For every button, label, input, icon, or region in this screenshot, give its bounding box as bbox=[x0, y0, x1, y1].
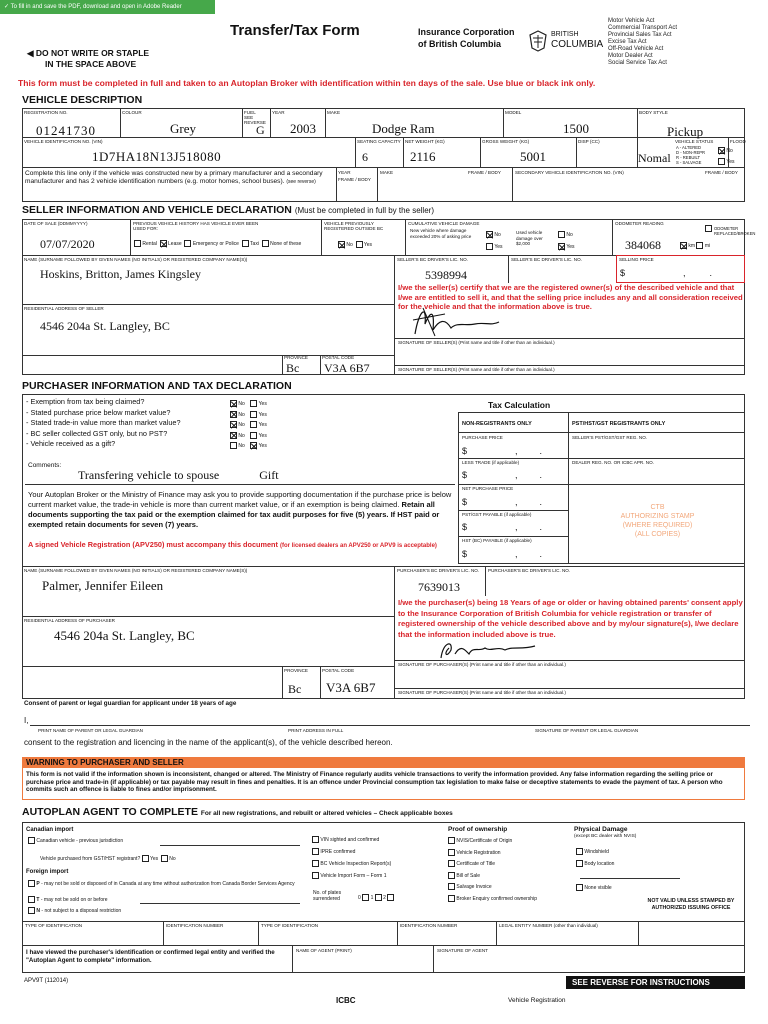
year-field[interactable]: 2003 bbox=[290, 121, 316, 136]
canadian-prev-checkbox[interactable] bbox=[28, 837, 35, 844]
q5-no-checkbox[interactable] bbox=[230, 442, 237, 449]
net-weight-field[interactable]: 2116 bbox=[410, 149, 436, 164]
seller-signature[interactable] bbox=[405, 300, 505, 340]
use-none-checkbox[interactable] bbox=[262, 240, 269, 247]
q4-no-checkbox[interactable] bbox=[230, 432, 237, 439]
adobe-reader-banner[interactable]: ✓ To fill in and save the PDF, download and open in Adobe Reader bbox=[0, 0, 215, 14]
proof-nvis-checkbox[interactable] bbox=[448, 837, 455, 844]
warning-heading: WARNING TO PURCHASER AND SELLER bbox=[22, 757, 745, 768]
foreign-t-checkbox[interactable] bbox=[28, 896, 35, 903]
tax-calc-heading: Tax Calculation bbox=[488, 400, 551, 410]
seller-postal-field[interactable]: V3A 6B7 bbox=[324, 361, 370, 375]
gst-no-checkbox[interactable] bbox=[161, 855, 168, 862]
org-name: Insurance Corporation of British Columbia bbox=[418, 27, 515, 49]
odometer-field[interactable]: 384068 bbox=[625, 238, 661, 252]
plates-2-checkbox[interactable] bbox=[387, 894, 394, 901]
completion-notice: This form must be completed in full and taken to an Autoplan Broker with identification within ten days of the sale. Use blue or black ink only. bbox=[18, 78, 596, 88]
proof-salvage-checkbox[interactable] bbox=[448, 883, 455, 890]
seller-certification: I/we the seller(s) certify that we are the registered owner(s) of the described vehicle and that I/we are entitled to sell it, and that the selling price includes any and all consideration received for the vehicle and that the information above is true. bbox=[398, 283, 743, 311]
consent-text: consent to the registration and licencing in the name of the applicant(s), of the vehicle described hereon. bbox=[24, 738, 393, 747]
arrow-left-icon: ◀ bbox=[27, 48, 36, 58]
purchaser-postal-field[interactable]: V3A 6B7 bbox=[326, 680, 376, 695]
purchaser-heading: PURCHASER INFORMATION AND TAX DECLARATION bbox=[22, 380, 292, 392]
bc-crest-icon bbox=[528, 30, 548, 52]
q3-no-checkbox[interactable] bbox=[230, 421, 237, 428]
q1-no-checkbox[interactable] bbox=[230, 400, 237, 407]
form-number: APV9T (112014) bbox=[24, 978, 69, 984]
icbc-footer: ICBC bbox=[336, 996, 356, 1005]
check-icon: ✓ bbox=[4, 4, 11, 10]
plates-0-checkbox[interactable] bbox=[362, 894, 369, 901]
damage-used-yes-checkbox[interactable] bbox=[558, 243, 565, 250]
q2-no-checkbox[interactable] bbox=[230, 411, 237, 418]
q4-yes-checkbox[interactable] bbox=[250, 432, 257, 439]
not-valid-notice: NOT VALID UNLESS STAMPED BY AUTHORIZED ISSUING OFFICE bbox=[647, 898, 735, 911]
q3-yes-checkbox[interactable] bbox=[250, 421, 257, 428]
purchaser-license-field[interactable]: 7639013 bbox=[418, 580, 460, 594]
body-style-field[interactable]: Pickup bbox=[667, 124, 704, 139]
broker-note: Your Autoplan Broker or the Ministry of Finance may ask you to provide supporting documentation if the purchase price is below current market value, the trade-in vehicle is more than current market value, or if an exemption is being claimed. Retain all documents supporting the tax paid or the exemption claimed for tax audit purposes for five (5) years. If HST paid or exempted retain documents for seven (7) years. bbox=[28, 490, 452, 529]
acts-list: Motor Vehicle Act Commercial Transport Act Provincial Sales Tax Act Excise Tax Act Off-Road Vehicle Act Motor Dealer Act Social Service Tax Act bbox=[608, 18, 678, 66]
q1-yes-checkbox[interactable] bbox=[250, 400, 257, 407]
q2-yes-checkbox[interactable] bbox=[250, 411, 257, 418]
km-checkbox[interactable] bbox=[680, 242, 687, 249]
see-reverse-banner: SEE REVERSE FOR INSTRUCTIONS bbox=[566, 976, 745, 989]
purchaser-declaration: I/we the purchaser(s) being 18 Years of age or older or having obtained parents' consent apply to the Insurance Corporation of British Columbia for vehicle registration or transfer of registered ownership of the vehicle described above and by my/our signature(s), I/we declare that the information included above is true. bbox=[398, 598, 743, 639]
flood-no-checkbox[interactable] bbox=[718, 147, 725, 154]
secondary-vin-note: Complete this line only if the vehicle was constructed new by a primary manufacturer and a secondary manufacturer and has 2 vehicle identification numbers (e.g. motor homes, school buses). (see reverse) bbox=[25, 170, 323, 185]
seller-address-field[interactable]: 4546 204a St. Langley, BC bbox=[40, 319, 170, 333]
model-field[interactable]: 1500 bbox=[563, 121, 589, 136]
proof-title-checkbox[interactable] bbox=[448, 860, 455, 867]
fuel-field[interactable]: G bbox=[256, 123, 265, 137]
import-form-checkbox[interactable] bbox=[312, 872, 319, 879]
purchaser-name-field[interactable]: Palmer, Jennifer Eileen bbox=[42, 578, 164, 593]
agent-verification: I have viewed the purchaser's identification or confirmed legal entity and verified the "Autoplan Agent to complete" information. bbox=[26, 949, 275, 964]
damage-used-no-checkbox[interactable] bbox=[558, 231, 565, 238]
prev-use-options: Rental Lease Emergency or Police Taxi None of these bbox=[134, 240, 324, 247]
purchase-price-field[interactable]: $ , . bbox=[462, 446, 543, 456]
comments-field[interactable]: Transfering vehicle to spouse Gift bbox=[78, 468, 279, 482]
mi-checkbox[interactable] bbox=[696, 242, 703, 249]
use-taxi-checkbox[interactable] bbox=[242, 240, 249, 247]
agent-heading: AUTOPLAN AGENT TO COMPLETE For all new registrations, and rebuilt or altered vehicles – Check applicable boxes bbox=[22, 806, 453, 818]
seller-heading: SELLER INFORMATION AND VEHICLE DECLARATION (Must be completed in full by the seller) bbox=[22, 204, 434, 216]
vin-field[interactable]: 1D7HA18N13J518080 bbox=[92, 149, 222, 164]
tax-questions: - Exemption from tax being claimed? - Stated purchase price below market value? - Stated trade-in value more than market value? - BC seller collected GST only, but no PST? - Vehicle received as a gift? bbox=[26, 397, 181, 448]
form-title: Transfer/Tax Form bbox=[230, 22, 360, 39]
foreign-p-checkbox[interactable] bbox=[28, 880, 35, 887]
use-emergency-checkbox[interactable] bbox=[184, 240, 191, 247]
outside-bc-yes-checkbox[interactable] bbox=[356, 241, 363, 248]
damage-new-no-checkbox[interactable] bbox=[486, 231, 493, 238]
pst-payable-field[interactable]: $ , . bbox=[462, 522, 543, 532]
vehicle-status-field[interactable]: Nomal bbox=[638, 151, 671, 165]
use-lease-checkbox[interactable] bbox=[160, 240, 167, 247]
apv250-notice: A signed Vehicle Registration (APV250) must accompany this document (for licensed dealers an APV250 or APV9 is acceptable) bbox=[28, 540, 437, 549]
q5-yes-checkbox[interactable] bbox=[250, 442, 257, 449]
odometer-replaced-checkbox[interactable] bbox=[705, 225, 712, 232]
damage-none-checkbox[interactable] bbox=[576, 884, 583, 891]
vin-sighted-checkbox[interactable] bbox=[312, 836, 319, 843]
copy-label: Vehicle Registration bbox=[508, 997, 566, 1004]
bc-logo: BRITISH COLUMBIA bbox=[551, 31, 604, 50]
damage-body-checkbox[interactable] bbox=[576, 860, 583, 867]
foreign-n-checkbox[interactable] bbox=[28, 907, 35, 914]
do-not-write-notice: ◀ DO NOT WRITE OR STAPLE IN THE SPACE ABOVE bbox=[27, 48, 150, 69]
date-of-sale-field[interactable]: 07/07/2020 bbox=[40, 237, 95, 251]
seller-province-field[interactable]: Bc bbox=[286, 361, 300, 375]
damage-windshield-checkbox[interactable] bbox=[576, 848, 583, 855]
ipre-checkbox[interactable] bbox=[312, 848, 319, 855]
hst-payable-field[interactable]: $ , . bbox=[462, 549, 543, 559]
outside-bc-no-checkbox[interactable] bbox=[338, 241, 345, 248]
status-codes: A - ALTERED D - NON-REPR R - REBUILT S - SALVAGE bbox=[676, 145, 706, 165]
gross-weight-field[interactable]: 5001 bbox=[520, 149, 546, 164]
proof-bill-of-sale-checkbox[interactable] bbox=[448, 872, 455, 879]
seller-name-field[interactable]: Hoskins, Britton, James Kingsley bbox=[40, 267, 201, 281]
gst-yes-checkbox[interactable] bbox=[142, 855, 149, 862]
less-trade-field[interactable]: $ , . bbox=[462, 470, 543, 480]
proof-broker-checkbox[interactable] bbox=[448, 895, 455, 902]
proof-registration-checkbox[interactable] bbox=[448, 849, 455, 856]
vehicle-heading: VEHICLE DESCRIPTION bbox=[22, 94, 143, 106]
seating-field[interactable]: 6 bbox=[362, 150, 368, 164]
flood-yes-checkbox[interactable] bbox=[718, 158, 725, 165]
inspection-report-checkbox[interactable] bbox=[312, 860, 319, 867]
registration-no-field[interactable]: 01241730 bbox=[36, 123, 96, 138]
warning-text: This form is not valid if the information shown is inconsistent, changed or altered. The Ministry of Finance regularly audits vehicle transactions to verify the information provided. Any false information regarding the selling price or purchase price and trade-in (if applicable) or tax payable may result in fines and penalties. It is an offence under Provincial consumption tax legislation to make false or deceptive statements to evade the payment of tax. A person who commits such an offence is liable to fines and/or imprisonment. bbox=[26, 771, 723, 794]
net-price-field[interactable]: $ , . bbox=[462, 497, 543, 507]
damage-new-yes-checkbox[interactable] bbox=[486, 243, 493, 250]
purchaser-province-field[interactable]: Bc bbox=[288, 682, 302, 696]
colour-field[interactable]: Grey bbox=[170, 121, 196, 136]
make-field[interactable]: Dodge Ram bbox=[372, 121, 435, 136]
seller-license-field[interactable]: 5398994 bbox=[425, 268, 467, 282]
plates-1-checkbox[interactable] bbox=[375, 894, 382, 901]
authorizing-stamp-area: CTB AUTHORIZING STAMP (WHERE REQUIRED) (ALL COPIES) bbox=[620, 504, 695, 538]
use-rental-checkbox[interactable] bbox=[134, 240, 141, 247]
purchaser-address-field[interactable]: 4546 204a St. Langley, BC bbox=[54, 628, 195, 643]
